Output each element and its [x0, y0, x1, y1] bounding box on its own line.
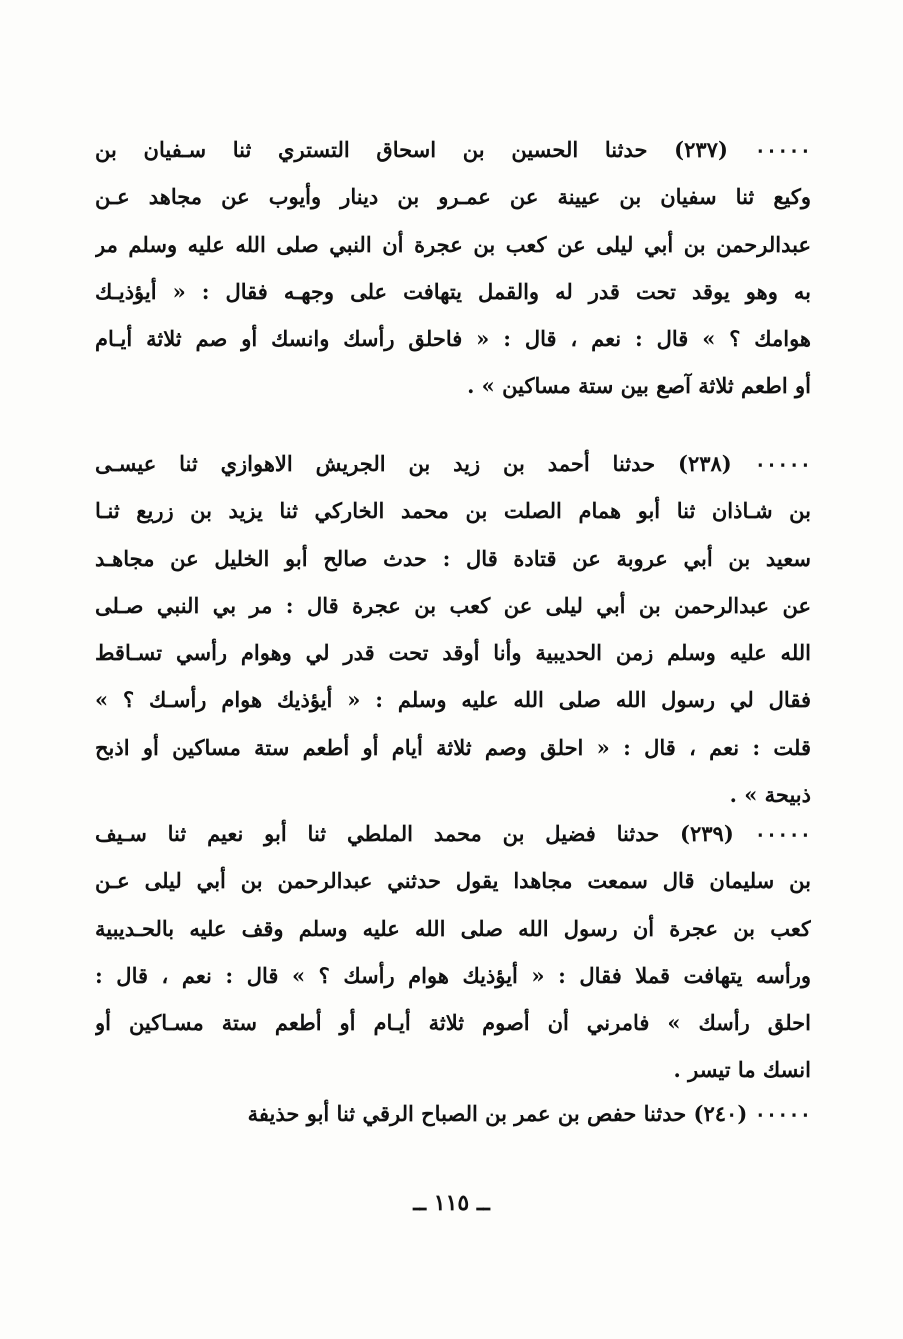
- text-line: أو اطعم ثلاثة آصع بين ستة مساكين » .: [467, 373, 811, 399]
- text-line: الله عليه وسلم زمن الحديبية وأنا أوقد تحت قدر لي وهوام رأسي تسـاقط: [95, 640, 811, 666]
- text-line: وكيع ثنا سفيان بن عيينة عن عمـرو بن دينار وأيوب عن مجاهد عـن: [95, 184, 811, 210]
- text-line: به وهو يوقد تحت قدر له والقمل يتهافت على وجهـه فقال : « أيؤذيـك: [95, 278, 811, 304]
- text-line: عبدالرحمن بن أبي ليلى عن كعب بن عجرة أن النبي صلى الله عليه وسلم مر: [95, 231, 811, 257]
- text-line: ٠٠٠٠٠ (٢٣٩) حدثنا فضيل بن محمد الملطي ثنا أبو نعيم ثنا سـيف: [95, 821, 811, 846]
- text-line: ذبيحة » .: [729, 782, 811, 808]
- hadith-238: [95, 440, 811, 818]
- text-line: بن شـاذان ثنا أبو همام الصلت بن محمد الخاركي ثنا يزيد بن زريع ثنـا: [95, 498, 811, 524]
- text-line: سعيد بن أبي عروبة عن قتادة قال : حدث صالح أبو الخليل عن مجاهـد: [95, 545, 811, 571]
- hadith-240: [95, 1090, 811, 1137]
- text-line: بن سليمان قال سمعت مجاهدا يقول حدثني عبدالرحمن بن أبي ليلى عـن: [95, 868, 811, 894]
- text-line: عن عبدالرحمن بن أبي ليلى عن كعب بن عجرة قال : مر بي النبي صـلى: [95, 592, 811, 618]
- text-line: هوامك ؟ » قال : نعم ، قال : « فاحلق رأسك وانسك أو صم ثلاثة أيـام: [95, 326, 811, 352]
- text-line: ورأسه يتهافت قملا فقال : « أيؤذيك هوام رأسك ؟ » قال : نعم ، قال :: [95, 962, 811, 988]
- text-line: كعب بن عجرة أن رسول الله صلى الله عليه وسلم وقف عليه بالحـديبية: [95, 915, 811, 941]
- text-line: احلق رأسك » فامرني أن أصوم ثلاثة أيـام أو أطعم ستة مسـاكين أو: [95, 1010, 811, 1036]
- text-line: ٠٠٠٠٠ (٢٣٨) حدثنا أحمد بن زيد بن الجريش الاهوازي ثنا عيسـى: [95, 451, 811, 476]
- text-line: ٠٠٠٠٠ (٢٣٧) حدثنا الحسين بن اسحاق التستري ثنا سـفيان بن: [95, 137, 811, 162]
- text-line: انسك ما تيسر .: [673, 1057, 811, 1083]
- text-line: قلت : نعم ، قال : « احلق وصم ثلاثة أيام أو أطعم ستة مساكين أو اذبح: [95, 734, 811, 760]
- page-number: ــ ١١٥ ــ: [413, 1190, 490, 1216]
- hadith-237: [95, 126, 811, 410]
- text-line: فقال لي رسول الله صلى الله عليه وسلم : « أيؤذيك هوام رأسـك ؟ »: [95, 687, 811, 713]
- text-line: ٠٠٠٠٠ (٢٤٠) حدثنا حفص بن عمر بن الصباح الرقي ثنا أبو حذيفة: [247, 1101, 811, 1126]
- hadith-239: [95, 810, 811, 1094]
